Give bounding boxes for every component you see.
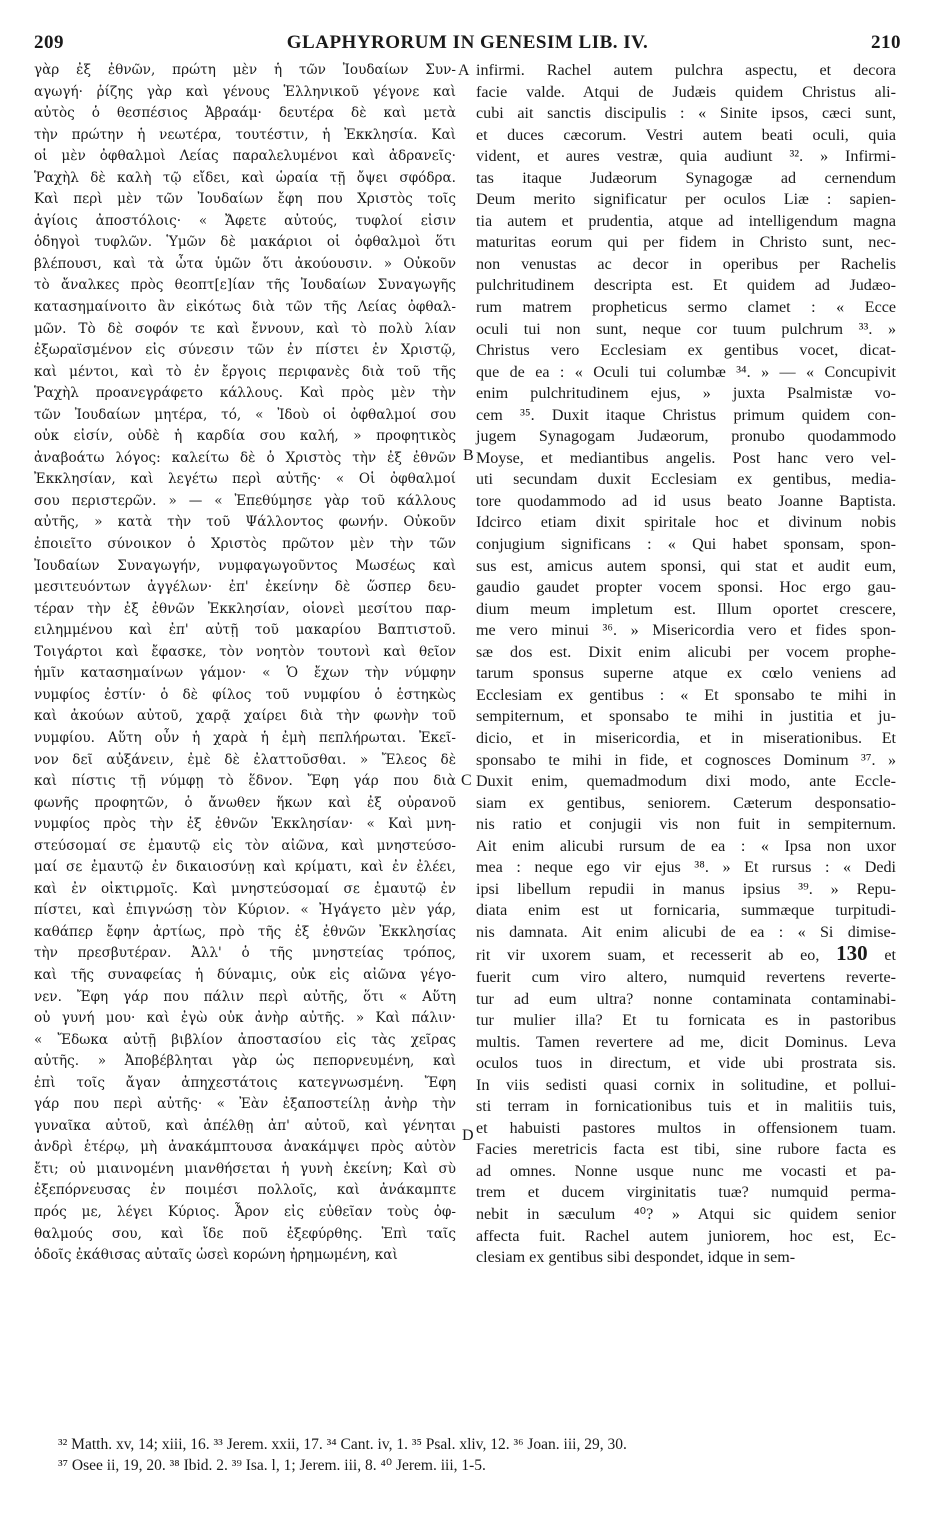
- latin-text-line: sæ dos est. Dixit enim alicubi per vocem prophe-: [476, 643, 896, 661]
- latin-text-line: dicio, et in misericordia, et in miserationibus. Et: [476, 729, 896, 747]
- latin-text-line: Moyse, et mediantibus angelis. Post hanc vero vel-: [476, 449, 896, 467]
- latin-text-line: clesiam ex gentibus sibi despondet, idque in sem-: [476, 1249, 796, 1267]
- greek-text-line: καθάπερ ἔφην ἀρτίως, πρὸ τῆς ἐξ ἐθνῶν Ἐκκλησίας: [34, 923, 456, 940]
- greek-text-line: Ἰουδαίων Συναγωγήν, νυμφαγωγοῦντος Μωσέως καὶ: [34, 557, 456, 574]
- latin-text-line: tur ad eum ultra? nonne contaminata contaminabi-: [476, 990, 896, 1008]
- greek-text-line: αὐτῆς. » Ἀποβέβληται γὰρ ὡς πεπορνευμένη, καὶ: [34, 1053, 456, 1070]
- latin-text-line: sempiternum, et sponsabo te mihi in justitia et ju-: [476, 708, 896, 726]
- greek-text-line: σου περιστερῶν. » — « Ἐπεθύμησε γὰρ τοῦ κάλλους: [34, 492, 456, 509]
- greek-text-line: καὶ τῆς συναφείας ἡ δύναμις, οὐκ εἰς αἰῶνα γέγο-: [34, 966, 456, 983]
- latin-text-line: infirmi. Rachel autem pulchra aspectu, et decora: [476, 62, 896, 79]
- latin-text-line: oculi tui non sunt, neque cor tuum pulchrum ³³. »: [476, 320, 896, 338]
- latin-text-line: vident, et aures vestræ, quia audiunt ³². » Infirmi-: [476, 148, 896, 166]
- greek-text-line: στεύσομαί σε ἐμαυτῷ εἰς τὸν αἰῶνα, καὶ μνηστεύσο-: [34, 837, 456, 854]
- latin-text-line: pulchritudinem descripta est. Et quidem ad Judæo-: [476, 277, 896, 295]
- latin-text-line: Duxit enim, quemadmodum dixi modo, ante Eccle-: [476, 773, 896, 791]
- latin-text-line: cem ³⁵. Duxit itaque Christus primum quidem con-: [476, 406, 896, 424]
- greek-text-line: γὰρ ἐξ ἐθνῶν, πρώτη μὲν ἡ τῶν Ἰουδαίων Συν-: [34, 62, 456, 78]
- latin-text-line: nebit in sæculum ⁴⁰? » Atqui sic quidem senior: [476, 1205, 896, 1223]
- running-title: GLAPHYRORUM IN GENESIM LIB. IV.: [286, 32, 649, 53]
- greek-text-line: πρός με, λέγει Κύριος. Ἆρον εἰς εὐθεῖαν τοὺς ὀφ-: [34, 1203, 456, 1220]
- greek-text-line: νυμφίου. Αὕτη οὖν ἡ χαρὰ ἡ ἐμὴ πεπλήρωται. Ἐκεῖ-: [34, 729, 456, 746]
- latin-text-line: fuerit cum viro altero, numquid revertens reverte-: [476, 968, 896, 986]
- latin-text-line: et habuisti pastores multos in offensionem tuam.: [476, 1119, 896, 1137]
- latin-text-line: Deum merito significatur per oculos Liæ : sapien-: [476, 191, 896, 209]
- greek-text-line: τῶν Ἰουδαίων μητέρα, τό, « Ἰδοὺ οἱ ὀφθαλμοί σου: [34, 406, 456, 423]
- greek-text-line: ἡμῖν κατασημαίνων γάμον· « Ὁ ἔχων τὴν νύμφην: [34, 665, 456, 682]
- greek-text-line: καὶ πίστις τῇ νύμφῃ τὸ ἕδνον. Ἔφη γάρ που διὰ: [34, 773, 456, 790]
- greek-text-line: ὁδοῖς ἐκάθισας αὐταῖς ὡσεὶ κορώνη ἠρημωμένη, καὶ: [34, 1247, 398, 1264]
- greek-text-line: Τοιγάρτοι καὶ ἔφασκε, τὸν νοητὸν τουτονὶ καὶ θεῖον: [34, 643, 456, 660]
- latin-text-line: tia autem et prudentia, atque ad intelligendum magna: [476, 212, 896, 230]
- latin-text-line: In viis sedisti quasi cornix in solitudine, et pollui-: [476, 1076, 896, 1094]
- latin-text-line: Facies meretricis facta est tibi, sine rubore facta es: [476, 1141, 896, 1159]
- latin-text-line: tore quodammodo ad id usus beato Joanne Baptista.: [476, 492, 896, 510]
- margin-marker-c: C: [461, 772, 472, 789]
- greek-column: [34, 60, 456, 1267]
- latin-text-line: que de ea : « Oculi tui columbæ ³⁴. » — « Concupivit: [476, 363, 896, 381]
- latin-text-line: rum matrem propheticus sermo clamet : « Ecce: [476, 299, 896, 317]
- greek-text-line: Ἐκκλησίαν, καὶ λεγέτω περὶ αὐτῆς· « Οἱ ὀφθαλμοί: [34, 471, 456, 488]
- latin-text-line: non venustas ac decor in operibus per Rachelis: [476, 255, 896, 273]
- page-number-right: 210: [871, 32, 901, 53]
- greek-text-line: βλέπουσι, καὶ τὰ ὦτα ὑμῶν ὅτι ἀκούουσιν. » Οὐκοῦν: [34, 255, 456, 272]
- greek-text-line: γάρ που περὶ αὐτῆς· « Ἐὰν ἐξαποστείλῃ ἀνὴρ τὴν: [34, 1096, 456, 1113]
- latin-text-line: sponsabo te mihi in fide, et cognosces Dominum ³⁷. »: [476, 751, 896, 769]
- latin-text-line: maturitas eorum qui per fidem in Christo sunt, nec-: [476, 234, 896, 252]
- latin-text-line: oculos tuos in directum, et vide ubi prostrata sis.: [476, 1055, 896, 1073]
- greek-text-line: οὐκ εἰσίν, οὐδὲ ἡ καρδία σου καλή, » προφητικὸς: [34, 428, 456, 445]
- greek-text-line: νεν. Ἔφη γάρ που πάλιν περὶ αὐτῆς, ὅτι « Αὕτη: [34, 988, 456, 1005]
- greek-text-line: νον δεῖ αὐξάνειν, ἐμὲ δὲ ἐλαττοῦσθαι. » Ἔλεος δὲ: [34, 751, 456, 768]
- latin-text-line: Ecclesiam ex gentibus : « Et sponsabo te mihi in: [476, 686, 896, 704]
- latin-column: [476, 60, 896, 1269]
- greek-text-line: ἐξεπόρνευσας ἐν ποιμέσι πολλοῖς, καὶ ἀνάκαμπτε: [34, 1182, 456, 1199]
- latin-text-line: multis. Tamen revertere ad me, dicit Dominus. Leva: [476, 1033, 896, 1051]
- greek-text-line: ειλημμένου καὶ ἐπ' αὐτῇ τοῦ μακαρίου Βαπτιστοῦ.: [34, 622, 456, 639]
- latin-text-line: gaudio gaudet propter vocem sponsi. Hoc ergo gau-: [476, 579, 896, 597]
- greek-text-line: τὴν πρεσβυτέραν. Ἀλλ' ὁ τῆς μνηστείας τρόπος,: [34, 945, 456, 962]
- greek-text-line: φωνῆς προφητῶν, ὁ ἄνωθεν ἥκων καὶ ἐξ οὐρανοῦ: [34, 794, 456, 811]
- greek-text-line: ἀνδρὶ ἑτέρῳ, μὴ ἀνακάμπτουσα ἀνακάμψει πρὸς αὐτὸν: [34, 1139, 456, 1156]
- footnotes: [58, 1434, 901, 1476]
- greek-text-line: Ῥαχὴλ δὲ καλὴ τῷ εἴδει, καὶ ὡραία τῇ ὄψει σφόδρα.: [34, 169, 456, 186]
- latin-text-line: trem et ducem virginitatis tuæ? numquid perma-: [476, 1184, 896, 1202]
- latin-text-line: enim pulchritudinem ejus, » juxta Psalmistæ vo-: [476, 385, 896, 403]
- greek-text-line: οἱ μὲν ὀφθαλμοὶ Λείας παραλελυμένοι καὶ ἀδρανεῖς·: [34, 148, 456, 165]
- greek-text-line: καὶ μέντοι, καὶ τὸ ἐν ἔργοις περιφανὲς διὰ τοῦ τῆς: [34, 363, 456, 380]
- greek-text-line: θαλμούς σου, καὶ ἴδε ποῦ ἐξεφύρθης. Ἐπὶ ταῖς: [34, 1225, 456, 1242]
- greek-text-line: ἔτι; οὐ μιαινομένη μιανθήσεται ἡ γυνὴ ἐκείνη; Καὶ σὺ: [34, 1160, 456, 1177]
- latin-text-line: affecta fuit. Rachel autem juniorem, hoc est, Ec-: [476, 1227, 896, 1245]
- margin-marker-b: B: [463, 447, 474, 464]
- greek-text-line: τὸ ἄναλκες πρὸς θεοπτ[ε]ίαν τῆς Ἰουδαίων Συναγωγῆς: [34, 277, 456, 294]
- greek-text-line: πίστει, καὶ ἐπιγνώσῃ τὸν Κύριον. « Ἠγάγετο μὲν γάρ,: [34, 902, 456, 919]
- latin-text-line: nis ratio et conjugii vis non fuit in sempiternum.: [476, 816, 896, 834]
- greek-text-line: οὐ γυνή μου· καὶ ἐγὼ οὐκ ἀνὴρ αὐτῆς. » Καὶ πάλιν·: [34, 1010, 456, 1027]
- latin-text-line: tur mulier illa? Et tu fornicata es in pastoribus: [476, 1012, 896, 1030]
- greek-text-line: καὶ ἐν οἰκτιρμοῖς. Καὶ μνηστεύσομαί σε ἐμαυτῷ ἐν: [34, 880, 456, 897]
- latin-text-line: sus est, amicus autem sponsi, qui stat et audit eum,: [476, 557, 896, 575]
- latin-text-line: siam ex gentibus, seniorem. Cæterum desponsatio-: [476, 794, 896, 812]
- greek-text-line: αγωγή· ῥίζης γὰρ καὶ γένους Ἑλληνικοῦ γέγονε καὶ: [34, 83, 456, 100]
- greek-text-line: μεσιτευόντων ἀγγέλων· ἐπ' ἐκείνην δὲ ὥσπερ δευ-: [34, 579, 456, 596]
- latin-text-line: tarum sponsus superne atque ex cœlo veniens ad: [476, 665, 896, 683]
- greek-text-line: ἐποιεῖτο σύνοικον ὁ Χριστὸς πρῶτον μὲν τὴν τῶν: [34, 536, 456, 553]
- latin-text-line: sti terram in fornicationibus tuis et in malitiis tuis,: [476, 1098, 896, 1116]
- latin-text-line: ad omnes. Nonne usque nunc me vocasti et pa-: [476, 1162, 896, 1180]
- greek-text-line: τέραν τὴν ἐξ ἐθνῶν Ἐκκλησίαν, οἱονεὶ μεσίτου παρ-: [34, 600, 456, 617]
- margin-marker-d: D: [462, 1127, 474, 1144]
- page-header: [34, 32, 901, 56]
- footnote-line: ³⁷ Osee ii, 19, 20. ³⁸ Ibid. 2. ³⁹ Isa. l, 1; Jerem. iii, 8. ⁴⁰ Jerem. iii, 1-5.: [58, 1457, 486, 1474]
- greek-text-line: μαί σε ἐμαυτῷ ἐν δικαιοσύνῃ καὶ κρίματι, καὶ ἐν ἐλέει,: [34, 859, 456, 876]
- latin-text-line: nis damnata. Ait enim alicubi de ea : « Si dimise-: [476, 923, 896, 941]
- column-number: 130: [836, 941, 868, 966]
- greek-text-line: αὐτῆς, » κατὰ τὴν τοῦ Ψάλλοντος φωνήν. Οὐκοῦν: [34, 514, 456, 531]
- greek-text-line: Ῥαχὴλ προανεγράφετο κάλλους. Καὶ πρὸς μὲν τὴν: [34, 385, 456, 402]
- page-number-left: 209: [34, 32, 64, 53]
- margin-marker-a: A: [458, 62, 470, 79]
- latin-text-line: et duces cæcorum. Vestri autem beati oculi, quia: [476, 126, 896, 144]
- latin-text-line: conjugium significans : « Qui habet sponsam, spon-: [476, 536, 896, 554]
- greek-text-line: ἐπὶ τοῖς ἄγαν ἀπηχεστάτοις κατεγνωσμένη. Ἔφη: [34, 1074, 456, 1091]
- greek-text-line: κατασημαίνοιτο ἂν εἰκότως διὰ τῶν τῆς Λείας ὀφθαλ-: [34, 299, 456, 316]
- greek-text-line: Καὶ περὶ μὲν τῶν Ἰουδαίων ἔφη που Χριστὸς τοῖς: [34, 191, 456, 208]
- latin-text-line: rit vir uxorem suam, et recesserit ab eo, 130 et: [476, 941, 896, 966]
- greek-text-line: νυμφίος πρὸς τὴν ἐξ ἐθνῶν Ἐκκλησίαν· « Καὶ μνη-: [34, 816, 456, 833]
- footnote-line: ³² Matth. xv, 14; xiii, 16. ³³ Jerem. xxii, 17. ³⁴ Cant. iv, 1. ³⁵ Psal. xliv, 12. ³⁶ Joan. iii, 29, 30.: [58, 1436, 627, 1453]
- greek-text-line: καὶ ἀκούων αὐτοῦ, χαρᾷ χαίρει διὰ τὴν φωνὴν τοῦ: [34, 708, 456, 725]
- greek-text-line: ὁδηγοὶ τυφλῶν. Ὑμῶν δὲ μακάριοι οἱ ὀφθαλμοὶ ὅτι: [34, 234, 456, 251]
- latin-text-line: Ait enim alicubi rursum de ea : « Ipsa non uxor: [476, 837, 896, 855]
- latin-text-line: dium meum impletum est. Illum oportet crescere,: [476, 600, 896, 618]
- greek-text-line: μῶν. Τὸ δὲ σοφόν τε καὶ ἔννουν, καὶ τὸ πολὺ λίαν: [34, 320, 456, 337]
- latin-text-line: cubi ait sanctis discipulis : « Sinite ipsos, cæci sunt,: [476, 105, 896, 123]
- greek-text-line: αὐτὸς ὁ θεσπέσιος Ἀβραάμ· δευτέρα δὲ καὶ μετὰ: [34, 105, 456, 122]
- latin-text-line: mea : neque ego vir ejus ³⁸. » Et rursus : « Dedi: [476, 859, 896, 877]
- latin-text-line: Idcirco etiam dixit spiritale hoc et divinum nobis: [476, 514, 896, 532]
- greek-text-line: γυναῖκα αὐτοῦ, καὶ ἀπέλθῃ ἀπ' αὐτοῦ, καὶ γένηται: [34, 1117, 456, 1134]
- greek-text-line: ἁγίοις ἀποστόλοις· « Ἄφετε αὐτούς, τυφλοί εἰσιν: [34, 212, 456, 229]
- latin-text-line: facie valde. Atqui de Judæis quidem Christus ali-: [476, 83, 896, 101]
- greek-text-line: νυμφίος ἐστίν· ὁ δὲ φίλος τοῦ νυμφίου ὁ ἑστηκὼς: [34, 686, 456, 703]
- latin-text-line: me vero minui ³⁶. » Misericordia vero et fides spon-: [476, 622, 896, 640]
- latin-text-line: ipsi libellum repudii in manus ipsius ³⁹. » Repu-: [476, 880, 896, 898]
- latin-text-line: jugem Synagogam Judæorum, pronubo quodammodo: [476, 428, 896, 446]
- latin-text-line: Christus vero Ecclesiam ex gentibus vocet, dicat-: [476, 342, 896, 360]
- greek-text-line: ἐξωραϊσμένον εἰς σύνεσιν τῶν ἐν πίστει ἐν Χριστῷ,: [34, 342, 456, 359]
- latin-text-line: tas itaque Judæorum Synagogæ ad cernendum: [476, 169, 896, 187]
- latin-text-line: uti secundam duxit Ecclesiam ex gentibus, media-: [476, 471, 896, 489]
- greek-text-line: ἀναβοάτω λόγος: καλείτω δὲ ὁ Χριστὸς τὴν ἐξ ἐθνῶν: [34, 449, 456, 466]
- latin-text-line: diata enim est ut fornicaria, summæque turpitudi-: [476, 902, 896, 920]
- greek-text-line: τὴν πρώτην ἡ νεωτέρα, τουτέστιν, ἡ Ἐκκλησία. Καὶ: [34, 126, 456, 143]
- greek-text-line: « Ἔδωκα αὐτῇ βιβλίον ἀποστασίου εἰς τὰς χεῖρας: [34, 1031, 456, 1048]
